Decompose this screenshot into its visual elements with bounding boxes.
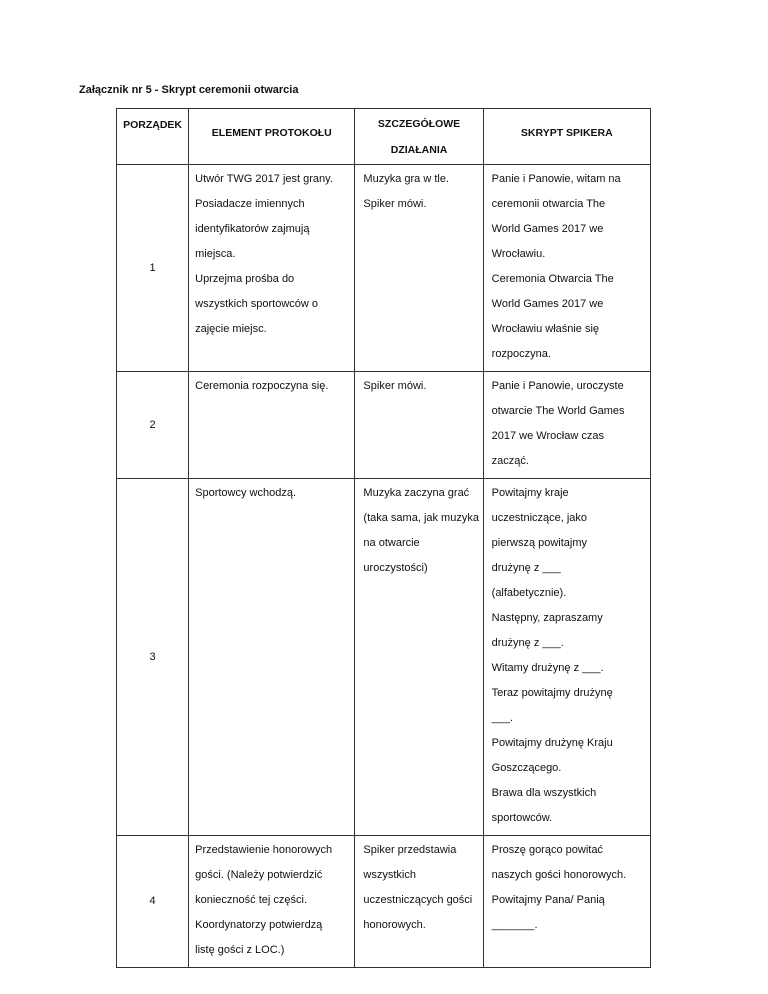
header-order: PORZĄDEK	[117, 109, 189, 165]
announcer-script-cell	[483, 372, 650, 479]
text-line: World Games 2017 we	[491, 298, 604, 310]
text-line: _______.	[491, 919, 538, 931]
text-line: ___.	[491, 712, 514, 724]
text-line: Posiadacze imiennych	[195, 198, 305, 210]
document-title: Załącznik nr 5 - Skrypt ceremonii otwarcia	[79, 84, 299, 96]
announcer-script-cell	[483, 165, 650, 372]
ceremony-script-table	[116, 108, 651, 968]
text-line: Proszę gorąco powitać	[491, 844, 603, 856]
text-line: (taka sama, jak muzyka	[363, 512, 479, 524]
text-line: Uprzejma prośba do	[195, 273, 295, 285]
text-line: identyfikatorów zajmują	[195, 223, 310, 235]
header-details	[355, 109, 483, 165]
text-line: uczestniczące, jako	[491, 512, 588, 524]
header-details-line2: DZIAŁANIA	[390, 144, 448, 156]
text-line: Goszczącego.	[491, 762, 562, 774]
announcer-script-cell	[483, 479, 650, 836]
text-line: Powitajmy Pana/ Panią	[491, 894, 605, 906]
text-line: naszych gości honorowych.	[491, 869, 627, 881]
details-cell	[355, 165, 483, 372]
text-line: Teraz powitajmy drużynę	[491, 687, 613, 699]
table-row	[117, 372, 651, 479]
text-line: Witamy drużynę z ___.	[491, 662, 604, 674]
row-number: 2	[117, 372, 189, 479]
text-line: Muzyka zaczyna grać	[363, 487, 470, 499]
text-line: zacząć.	[491, 455, 529, 467]
text-line: 2017 we Wrocław czas	[491, 430, 604, 442]
table-row	[117, 479, 651, 836]
text-line: Spiker mówi.	[363, 198, 427, 210]
text-line: Powitajmy drużynę Kraju	[491, 737, 613, 749]
text-line: Powitajmy kraje	[491, 487, 569, 499]
text-line: miejsca.	[195, 248, 236, 260]
table-row	[117, 165, 651, 372]
text-line: Panie i Panowie, uroczyste	[491, 380, 624, 392]
text-line: na otwarcie	[363, 537, 420, 549]
protocol-element-cell	[189, 165, 355, 372]
protocol-element-cell	[189, 479, 355, 836]
text-line: drużynę z ___.	[491, 637, 564, 649]
text-line: sportowców.	[491, 812, 553, 824]
text-line: zajęcie miejsc.	[195, 323, 267, 335]
header-script: SKRYPT SPIKERA	[483, 109, 650, 165]
text-line: Utwór TWG 2017 jest grany.	[195, 173, 333, 185]
text-line: Wrocławiu właśnie się	[491, 323, 600, 335]
text-line: World Games 2017 we	[491, 223, 604, 235]
text-line: gości. (Należy potwierdzić	[195, 869, 323, 881]
text-line: Ceremonia Otwarcia The	[491, 273, 614, 285]
text-line: wszystkich	[363, 869, 416, 881]
details-cell	[355, 836, 483, 968]
text-line: Wrocławiu.	[491, 248, 546, 260]
text-line: Przedstawienie honorowych	[195, 844, 333, 856]
text-line: uczestniczących gości	[363, 894, 473, 906]
text-line: Koordynatorzy potwierdzą	[195, 919, 323, 931]
text-line: Muzyka gra w tle.	[363, 173, 450, 185]
header-element: ELEMENT PROTOKOŁU	[189, 109, 355, 165]
text-line: honorowych.	[363, 919, 426, 931]
text-line: drużynę z ___	[491, 562, 561, 574]
text-line: konieczność tej części.	[195, 894, 308, 906]
text-line: uroczystości)	[363, 562, 428, 574]
header-details-line1: SZCZEGÓŁOWE	[377, 118, 461, 130]
table-header-row	[117, 109, 651, 165]
text-line: Panie i Panowie, witam na	[491, 173, 621, 185]
text-line: (alfabetycznie).	[491, 587, 567, 599]
text-line: Spiker mówi.	[363, 380, 427, 392]
text-line: rozpoczyna.	[491, 348, 551, 360]
announcer-script-cell	[483, 836, 650, 968]
details-cell	[355, 372, 483, 479]
text-line: ceremonii otwarcia The	[491, 198, 606, 210]
table-row	[117, 836, 651, 968]
text-line: listę gości z LOC.)	[195, 944, 285, 956]
text-line: wszystkich sportowców o	[195, 298, 318, 310]
row-number: 4	[117, 836, 189, 968]
text-line: pierwszą powitajmy	[491, 537, 588, 549]
details-cell	[355, 479, 483, 836]
text-line: Następny, zapraszamy	[491, 612, 603, 624]
row-number: 3	[117, 479, 189, 836]
text-line: otwarcie The World Games	[491, 405, 625, 417]
row-number: 1	[117, 165, 189, 372]
protocol-element-cell	[189, 836, 355, 968]
text-line: Sportowcy wchodzą.	[195, 487, 297, 499]
protocol-element-cell	[189, 372, 355, 479]
text-line: Brawa dla wszystkich	[491, 787, 597, 799]
text-line: Ceremonia rozpoczyna się.	[195, 380, 329, 392]
text-line: Spiker przedstawia	[363, 844, 457, 856]
